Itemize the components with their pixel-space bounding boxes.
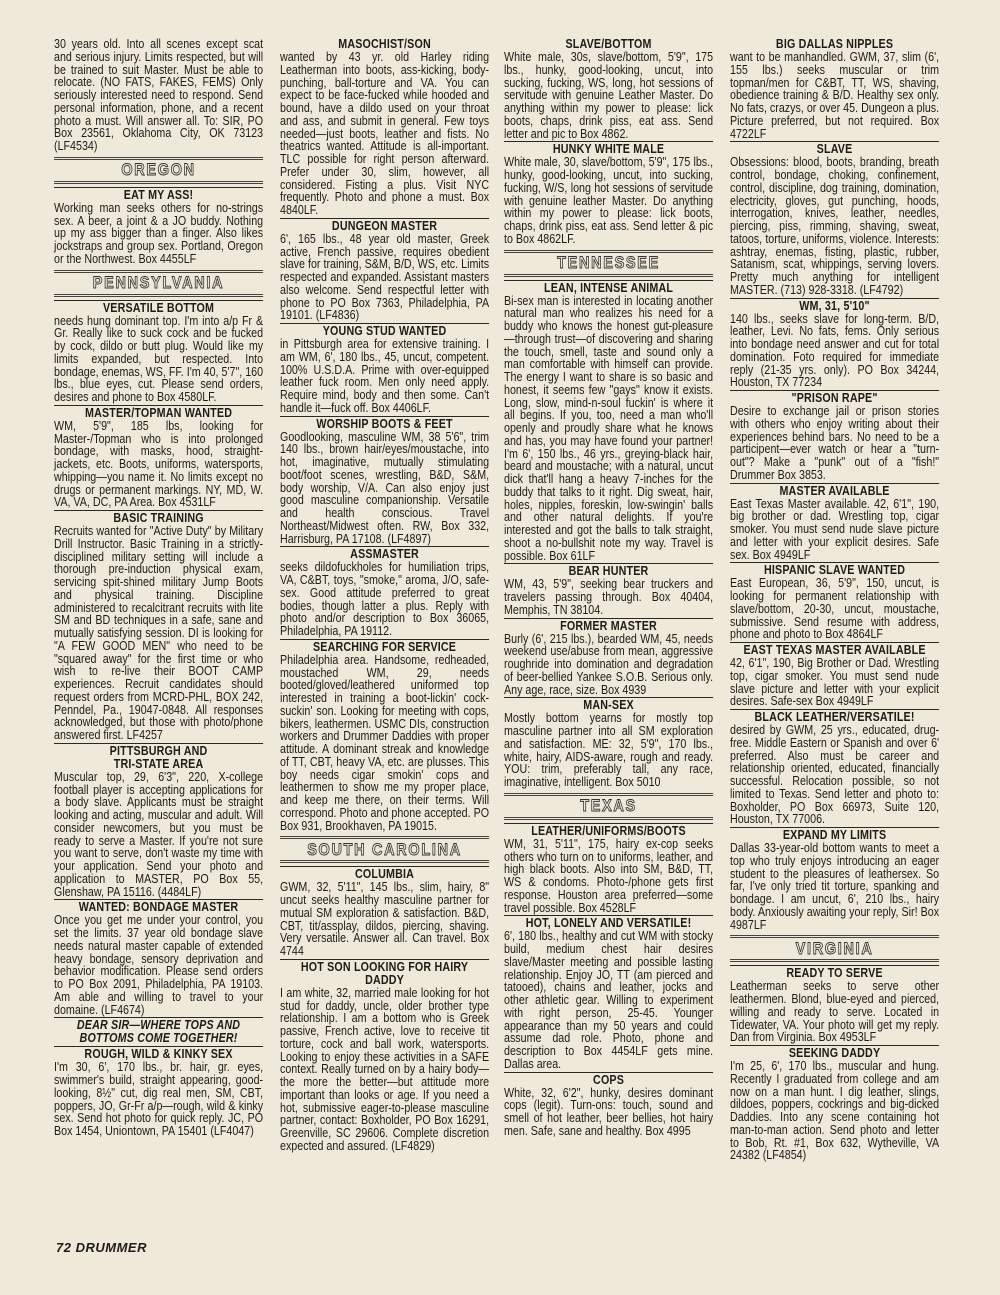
classified-ad: [730, 483, 939, 562]
classified-ad: [504, 915, 713, 1070]
state-section-header: [504, 250, 713, 277]
state-name: OREGON: [121, 160, 196, 180]
classified-ad: [504, 697, 713, 789]
ad-body: 140 lbs., seeks slave for long-term. B/D, leather, Levi. No fats, fems. Only serious into bondage need answer and cut for total domination. Foto required for immediate reply (21-35 yrs. only). PO Box 34244, Houston, TX 77234: [730, 311, 940, 390]
classified-ad: [504, 38, 713, 140]
ad-body: WM, 31, 5'11", 175, hairy ex-cop seeks others who turn on to uniforms, leather, and high black boots. Also into SM, B&D, TT, WS & condoms. Photo-/phone gets first response. Houston area preferred—some travel possible. Box 4528LF: [504, 836, 714, 915]
ad-body: Mostly bottom yearns for mostly top masculine partner into all SM exploration and satisfaction. ME: 32, 5'9", 170 lbs., white, hairy, AIDS-aware, rough and ready. YOU: trim, preferably tall, any race, imaginative, intelligent. Box 5010: [504, 711, 714, 789]
ad-body: I'm 25, 6', 170 lbs., muscular and hung. Recently I graduated from college and am now on a man hunt. I dig leather, slings, dildoes, poppers, cockrings and big-dicked Daddies. Into any scene containing hot man-to-man action. Send photo and letter to Bob, Rt. #1, Box 632, Wytheville, VA 24382 (LF4854): [730, 1059, 940, 1163]
classified-ad: [54, 300, 263, 404]
classified-ad: [730, 562, 939, 641]
ad-title: MAN-SEX: [583, 698, 634, 713]
ad-body: White, 32, 6'2", hunky, desires dominant cops (legit). Turn-ons: touch, sound and smell of hot leather, beer bellies, hot hairy men. Safe, sane and healthy. Box 4995: [504, 1085, 714, 1138]
ad-title: BEAR HUNTER: [568, 564, 649, 579]
classified-ad: [54, 510, 263, 742]
ad-body: Philadelphia area. Handsome, redheaded, moustached WM, 29, needs booted/gloved/leathered uniformed top interested in training a boot-lickin' cock-suckin' son. Looking for meeting with cops, bikers, leathermen. USMC DIs, construction workers and Drummer Daddies with proper attitude. A dominant streak and knowledge of TT, CBT, heavy VA, etc. are plusses. This boy needs cigar smokin' cops and leathermen to show me my proper place, and keep me there, on their terms. Will correspond. Photo and phone accepted. PO Box 931, Brookhaven, PA 19015.: [280, 652, 490, 833]
ad-body: 6', 165 lbs., 48 year old master, Greek active, French passive, requires obedient slave for training, S&M, B/D, WS, etc. Limits respected and expanded. Assistant masters also welcome. Send respectful letter with phone to PO Box 7363, Philadelphia, PA 19101. (LF4836): [280, 231, 490, 323]
ad-body: Dallas 33-year-old bottom wants to meet a top who truly enjoys introducing an eager student to the pleasures of leathersex. So far, I've only tried tit torture, spanking and bondage. I am uncut, 6', 210 lbs., hairy body. Anxiously awaiting your reply, Sir! Box 4987LF: [730, 841, 940, 932]
ad-body: seeks dildofuckholes for humiliation trips, VA, C&BT, toys, "smoke," aroma, J/O, safe-sex. Good attitude preferred to great bodies, though latter a plus. Reply with photo and/or description to Box 36065, Philadelphia, PA 19112.: [280, 560, 490, 638]
ad-body: Desire to exchange jail or prison stories with others who enjoy writing about their experiences behind bars. No need to be a participent—ever watch or hear a "turn-out"? Make a "punk" out of a "fish!" Drummer Box 3853.: [730, 404, 940, 482]
ad-body: Once you get me under your control, you set the limits. 37 year old bondage slave needs natural master capable of extended heavy bondage, sensory deprivation and behavior modification. Please send orders to PO Box 2091, Philadelphia, PA 19103. Am able and willing to travel to your domaine. (LF4674): [54, 913, 264, 1017]
ad-body: desired by GWM, 25 yrs., educated, drug-free. Middle Eastern or Spanish and over 6' preferred. Also must be career and relationship oriented, educated, financially successful. Relocation possible, so not limited to Texas. Send letter and photo to: Boxholder, PO Box 66973, Suite 120, Houston, TX 77006.: [730, 723, 940, 827]
classified-ad: [54, 187, 263, 266]
ad-title: MASTER/TOPMAN WANTED: [84, 405, 233, 420]
ad-title: FORMER MASTER: [560, 618, 657, 633]
classified-ad: [730, 1045, 939, 1162]
ad-title: LEAN, INTENSE ANIMAL: [544, 280, 674, 295]
ad-title: HISPANIC SLAVE WANTED: [763, 563, 906, 578]
ad-title: ASSMASTER: [350, 547, 419, 562]
ad-title: BLACK LEATHER/VERSATILE!: [754, 710, 915, 724]
ad-body: Leatherman seeks to serve other leathermen. Blond, blue-eyed and pierced, willing and ready to serve. Located in Tidewater, VA. Your photo will get my reply. Dan from Virginia. Box 4953LF: [730, 979, 940, 1045]
classified-ad: [280, 639, 489, 833]
classified-ad: [730, 298, 939, 390]
ad-title: EAST TEXAS MASTER AVAILABLE: [743, 643, 926, 657]
classified-ad: [280, 218, 489, 322]
classified-ad: [280, 323, 489, 415]
ad-body: I am white, 32, married male looking for hot stud for daddy, uncle, older brother type relationship. I am a bottom who is Greek passive, French active, love to receive tit torture, cock and ball work, watersports. Looking to enjoy these activities in a SAFE context. Really turned on by a hairy body—the more the better—but attitude more important than looks or age. If you need a hot, submissive eager-to-please masculine partner, contact: Boxholder, PO Box 16291, Greenville, SC 29606. Complete discretion expected and assured. (LF4829): [280, 985, 490, 1153]
classified-ad: [730, 642, 939, 708]
ad-title: SEEKING DADDY: [788, 1046, 881, 1060]
ad-title: EXPAND MY LIMITS: [782, 828, 887, 842]
ad-body: in Pittsburgh area for extensive training. I am WM, 6', 180 lbs., 45, uncut, competent. 100% U.S.D.A. Prime with over-equipped leather fuck room. Men only need apply. Require mind, body and then some. Can't handle it—fuck off. Box 4406LF.: [280, 337, 490, 415]
ad-title: SEARCHING FOR SERVICE: [312, 639, 457, 654]
classified-ad: [730, 709, 939, 826]
classified-ad: [54, 405, 263, 509]
classified-ad: [504, 141, 713, 245]
ad-title: VERSATILE BOTTOM: [102, 300, 215, 315]
ad-body: GWM, 32, 5'11", 145 lbs., slim, hairy, 8" uncut seeks healthy masculine partner for mutual SM exploration & satisfaction. B&D, CBT, tit/assplay, dildos, piercing, shaving. Very versatile. Answer all. Can travel. Box 4744: [280, 880, 490, 958]
ad-title: ROUGH, WILD & KINKY SEX: [84, 1047, 233, 1062]
ad-title: BASIC TRAINING: [113, 511, 204, 525]
state-section-header: [504, 793, 713, 820]
ad-body: Goodlooking, masculine WM, 38 5'6", trim 140 lbs., brown hair/eyes/moustache, into hot, imaginative, mutually stimulating boot/foot scenes, wrestling, B&D, S&M, body worship, V/A. Can also enjoy just good masculine companionship. Versatile and health conscious. Travel Northeast/Midwest often. RW, Box 332, Harrisburg, PA 17108. (LF4897): [280, 429, 490, 546]
classified-ad: [280, 959, 489, 1153]
classified-ad: [730, 141, 939, 296]
ad-title: "PRISON RAPE": [791, 391, 878, 405]
classified-ad: [504, 618, 713, 697]
ad-title: DUNGEON MASTER: [331, 218, 438, 233]
ad-title: DEAR SIR—WHERE TOPS AND BOTTOMS COME TOGETHER!: [76, 1018, 241, 1046]
classified-ad: [730, 827, 939, 931]
state-name: TENNESSEE: [557, 253, 660, 272]
ad-body: Working man seeks others for no-strings sex. A beer, a joint & a JO buddy. Nothing up my ass bigger than a finger. Also likes jockstraps and group sex. Portland, Oregon or the Northwest. Box 4455LF: [54, 200, 264, 266]
ad-title: WM, 31, 5'10": [799, 298, 870, 313]
page-footer: 72 DRUMMER: [56, 1240, 147, 1255]
ad-title: MASTER AVAILABLE: [779, 483, 890, 498]
ad-body: East Texas Master available. 42, 6'1", 190, big brother or dad. Wrestling top, cigar smoker. You must send nude slave picture and letter with your explicit desires. Safe sex. Box 4949LF: [730, 496, 940, 562]
ad-title: YOUNG STUD WANTED: [322, 324, 447, 338]
classified-ad: [280, 546, 489, 638]
ad-body: Muscular top, 29, 6'3", 220, X-college football player is accepting applications for a body slave. Applicants must be straight looking and acting, muscular and adult. Will consider newcomers, but you must be ready to serve a Master. If you're not sure you want to serve, don't waste my time with your application. Send your photo and application to MASTER, PO Box 55, Glenshaw, PA 15116. (4484LF): [54, 769, 264, 899]
state-section-header: [730, 935, 939, 962]
ad-title: SLAVE/BOTTOM: [565, 37, 652, 51]
ad-title: WANTED: BONDAGE MASTER: [78, 900, 239, 915]
ad-title: READY TO SERVE: [786, 966, 883, 981]
classified-ad: [730, 38, 939, 140]
ad-title: SLAVE: [816, 142, 853, 157]
classified-ad: [54, 1046, 263, 1138]
ad-body: WM, 5'9", 185 lbs, looking for Master-/Topman who is into prolonged bondage, with masks, hood, straight-jackets, etc. Boots, uniforms, watersports, whipping—you name it. No limits except no drugs or permanent markings. NY, MD, W. VA, VA, DC, PA Area. Box 4531LF: [54, 418, 264, 510]
ad-body: I'm 30, 6', 170 lbs., br. hair, gr. eyes, swimmer's build, straight appearing, good-looking, 8½" cut, dig real men, SM, CBT, poppers, JO, Gr-Fr a/p—rough, wild & kinky sex. Send hot photo for quick reply. JC, PO Box 1454, Uniontown, PA 15401 (LF4047): [54, 1060, 264, 1138]
classified-ad: [54, 38, 263, 153]
ad-title: HOT SON LOOKING FOR HAIRY DADDY: [300, 959, 469, 987]
classified-ad: [54, 1017, 263, 1045]
ad-title: HUNKY WHITE MALE: [552, 142, 665, 157]
classified-ad: [504, 823, 713, 915]
ad-title: COLUMBIA: [355, 867, 415, 882]
ad-body: Obsessions: blood, boots, branding, breath control, bondage, choking, confinement, control, discipline, dog training, domination, electricity, gloves, gut punching, hoods, interrogation, knives, leather, needles, piercing, piss, rimming, shaving, sweat, tatoos, torture, uniforms, violence. Interests: ashtray, enemas, fisting, plastic, rubber, Satanism, scat, whippings, serving lovers. Pretty much anything for intelligent MASTER. (713) 928-3318. (LF4792): [730, 155, 940, 297]
ad-body: wanted by 43 yr. old Harley riding Leatherman into boots, ass-kicking, body-punching, ball-torture and VA. You can expect to be face-fucked while hooded and bound, have a dildo used on your throat and ass, and submit in general. Few toys needed—just boots, leather and fists. No theatrics wanted. Attitude is all-important. TLC possible for right person afterward. Prefer under 30, slim, however, all considered. Fisting a plus. Visit NYC frequently. Photo and phone a must. Box 4840LF.: [280, 50, 490, 217]
ad-title: MASOCHIST/SON: [338, 37, 431, 51]
state-name: TEXAS: [580, 796, 637, 816]
classified-ad: [54, 743, 263, 899]
ad-title: PITTSBURGH AND TRI-STATE AREA: [109, 743, 208, 771]
state-name: PENNSYLVANIA: [92, 273, 225, 292]
state-section-header: [54, 157, 263, 184]
classified-ad: [280, 416, 489, 546]
column-2: [280, 38, 489, 1154]
ad-body: WM, 43, 5'9", seeking bear truckers and travelers passing through. Box 40404, Memphis, TN 38104.: [504, 577, 714, 617]
state-name: SOUTH CAROLINA: [307, 839, 462, 859]
ad-body: 30 years old. Into all scenes except scat and serious injury. Limits respected, but will be trained to suit Master. Must be able to relocate. (NO FATS, FAKES, FEMS) Only seriously interested need to respond. Send personal information, phone, and a recent photo a must. Will answer all. To: SIR, PO Box 23561, Oklahoma City, OK 73123 (LF4534): [54, 37, 264, 153]
ad-title: HOT, LONELY AND VERSATILE!: [525, 916, 692, 931]
ad-body: East European, 36, 5'9", 150, uncut, is looking for permanent relationship with slave/bottom, 20-30, uncut, moustache, submissive. Send resume with address, phone and photo to Box 4864LF: [730, 576, 940, 642]
classified-ad: [280, 38, 489, 217]
ad-body: Bi-sex man is interested in locating another natural man who realizes his need for a buddy who knows the honest gut-pleasure—through trust—of discovering and sharing the touch, smell, taste and sound only a man comfortable with himself can provide. The energy I want to share is so basic and honest, it seems few "gays" know it exists. Long, slow, mind-n-soul fuckin' is where it all begins. If you, too, need a man who'll openly and proudly share what he knows and has, you may have found your partner! I'm 6', 150 lbs., 46 yrs., greying-black hair, beard and moustache; with a natural, uncut dick that'll hang a heavy 7-inches for the buddy that talks to it right. Dig sweat, hair, holes, nipples, foreskin, low-swingin' balls and other natural delights. If you're interested and got the balls to talk straight, shoot a no-bullshit note my way. Travel is possible. Box 61LF: [504, 293, 714, 563]
ad-body: 42, 6'1", 190, Big Brother or Dad. Wrestling top, cigar smoker. You must send nude slave picture and letter with your explicit desires. Safe-sex Box 4949LF: [730, 656, 940, 709]
column-3: [504, 38, 713, 1139]
state-name: VIRGINIA: [795, 938, 874, 958]
state-section-header: [280, 836, 489, 863]
ad-title: EAT MY ASS!: [123, 187, 194, 202]
state-section-header: [54, 270, 263, 297]
ad-body: Recruits wanted for "Active Duty" by Military Drill Instructor. Basic Training in a strictly-disciplined military setting will include a thorough pre-induction physical exam, servicing spit-shined military Jump Boots and physical training. Discipline administered to recalcitrant recruits with lite SM and BD techniques in a safe, sane and mutually satisfying session. DI is looking for "A FEW GOOD MEN" who need to be "squared away" for the first time or who wish to re-live their BOOT CAMP experiences. Recruit candidates should request orders from MCRD-PHL, BOX 242, Penndel, Pa., 19047-0848. All responses acknowledged, but those with photo/phone answered first. LF4257: [54, 524, 264, 742]
classified-ad: [730, 390, 939, 482]
ad-body: needs hung dominant top. I'm into a/p Fr & Gr. Really like to suck cock and be fucked by cock, dildo or butt plug. Would like my limits expanded, but respected. Into bondage, enemas, WS, FF. I'm 40, 5'7", 160 lbs., blue eyes, cut. Please send orders, desires and phone to Box 4580LF.: [54, 313, 264, 404]
column-1: [54, 38, 263, 1139]
classified-ad: [504, 280, 713, 563]
ad-body: White male, 30s, slave/bottom, 5'9", 175 lbs., hunky, good-looking, uncut, into sucking, fucking, WS, long, hot sessions of servitude with genuine Leather Master. Do anything within my power to please: lick boots, chaps, drink piss, eat ass. Send letter and pic to Box 4862.: [504, 50, 714, 141]
ad-body: 6', 180 lbs., healthy and cut WM with stocky build, medium chest hair desires slave/Master meeting and possible lasting relationship. Enjoy JO, TT (am pierced and tatooed), chains and leather, jocks and other athletic gear. Willing to experiment with right person, 25-45. Younger appearance than my 50 years and could assume dad role. Photo, phone and description to Box 4454LF gets mine. Dallas area.: [504, 929, 714, 1071]
classified-ad: [504, 1072, 713, 1138]
ad-title: LEATHER/UNIFORMS/BOOTS: [531, 823, 686, 838]
column-4: [730, 38, 939, 1163]
classified-ad: [730, 965, 939, 1044]
ad-body: Burly (6', 215 lbs.), bearded WM, 45, needs weekend use/abuse from mean, aggressive roughride into domination and degradation of beer-bellied Yankee S.O.B. Serious only. Any age, race, size. Box 4939: [504, 631, 714, 697]
classified-ad: [504, 563, 713, 616]
classified-ad: [280, 866, 489, 958]
classified-ad: [54, 899, 263, 1016]
ad-body: White male, 30, slave/bottom, 5'9", 175 lbs., hunky, good-looking, uncut, into sucking, fucking, W/S, long hot sessions of servitude with genuine leather Master. Do anything within my power to please: lick boots, chaps, drink piss, eat ass. Send letter & pic to Box 4862LF.: [504, 155, 714, 246]
ad-body: want to be manhandled. GWM, 37, slim (6', 155 lbs.) seeks muscular or trim topman/men for C&BT, TT, WS, shaving, obedience training & B/D. Healthy sex only. No fats, crazys, or over 45. Dungeon a plus. Picture preferred, but not required. Box 4722LF: [730, 50, 940, 141]
ad-title: WORSHIP BOOTS & FEET: [316, 416, 453, 431]
ad-title: COPS: [593, 1072, 625, 1087]
ad-title: BIG DALLAS NIPPLES: [775, 37, 894, 51]
